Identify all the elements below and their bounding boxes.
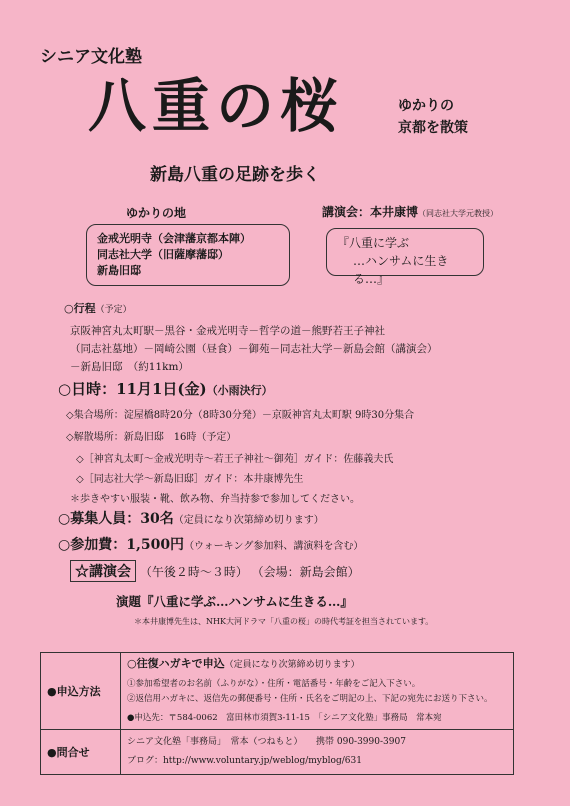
apply-line: ②返信用ハガキに、返信先の郵便番号・住所・氏名をご明記の上、下記の宛先にお送り下さい。 xyxy=(127,694,493,704)
itinerary-route xyxy=(70,322,540,376)
lecture-event-place: （会場：新島会館） xyxy=(251,565,360,579)
subtitle: 新島八重の足跡を歩く xyxy=(150,165,320,185)
route-line: －新島旧邸 （約11km） xyxy=(70,361,189,373)
contact-content xyxy=(121,730,514,775)
recruit-note: （定員になり次第締め切ります） xyxy=(173,515,324,526)
side-title-line2: 京都を散策 xyxy=(398,120,468,136)
contact-row xyxy=(41,730,514,775)
contact-line: シニア文化塾「事務局」 常本（つねもと） 携帯 090-3990-3907 xyxy=(127,737,406,747)
dismiss-info: ◇解散場所：新島旧邸 16時（予定） xyxy=(66,432,237,443)
side-title xyxy=(398,95,468,139)
clothing-note: ＊歩きやすい服装・靴、飲み物、弁当持参で参加してください。 xyxy=(70,494,360,505)
blog-link[interactable]: ブログ：http://www.voluntary.jp/weblog/myblog/631 xyxy=(127,756,362,766)
lecture-event xyxy=(70,560,360,582)
lecture-quote-line2: …ハンサムに生きる…』 xyxy=(353,254,449,286)
lecture-label xyxy=(322,203,498,220)
date-note: （小雨決行） xyxy=(206,384,273,397)
lecture-quote-line1: 『八重に学ぶ xyxy=(337,236,410,250)
lecture-speaker: 講演会：本井康博 xyxy=(322,205,419,219)
itinerary-head: ○行程 xyxy=(64,302,96,315)
fee-info xyxy=(58,534,363,554)
apply-label: ●申込方法 xyxy=(41,653,121,730)
place-item: 同志社大学（旧薩摩藩邸） xyxy=(97,248,229,261)
event-date xyxy=(58,378,273,399)
contact-label: ●問合せ xyxy=(41,730,121,775)
series-name: シニア文化塾 xyxy=(40,47,142,67)
place-item: 金戒光明寺（会津藩京都本陣） xyxy=(97,232,251,245)
route-line: 京阪神宮丸太町駅－黒谷・金戒光明寺－哲学の道－熊野若王子神社 xyxy=(70,325,385,337)
meet-info: ◇集合場所：淀屋橋8時20分（8時30分発）－京阪神宮丸太町駅 9時30分集合 xyxy=(66,410,415,421)
apply-head-note: （定員になり次第締め切ります） xyxy=(224,660,360,670)
guide-info: ◇［神宮丸太町～金戒光明寺～若王子神社～御苑］ガイド：佐藤義夫氏 xyxy=(76,454,394,465)
side-title-line1: ゆかりの xyxy=(398,98,454,114)
apply-head: ○往復ハガキで申込 xyxy=(127,657,225,670)
apply-row xyxy=(41,653,514,730)
guide-info: ◇［同志社大学～新島旧邸］ガイド：本井康博先生 xyxy=(76,474,304,485)
apply-content xyxy=(121,653,514,730)
place-item: 新島旧邸 xyxy=(97,264,141,277)
lecture-speaker-note: （同志社大学元教授） xyxy=(418,209,499,218)
places-bubble xyxy=(86,224,290,286)
info-table xyxy=(40,652,514,775)
fee-text: ○参加費：1,500円 xyxy=(58,537,185,553)
itinerary-heading xyxy=(64,300,132,316)
recruit-text: ○募集人員：30名 xyxy=(58,511,174,527)
date-text: ○日時：11月1日(金) xyxy=(58,380,207,398)
recruit-info xyxy=(58,508,324,528)
main-title: 八重の桜 xyxy=(88,72,345,140)
places-label: ゆかりの地 xyxy=(126,206,187,220)
lecture-event-time: （午後２時～３時） xyxy=(139,565,248,579)
apply-address: ●申込先：〒584-0062 富田林市須賀3-11-15 「シニア文化塾」事務局 常本宛 xyxy=(127,713,442,723)
lecture-bubble xyxy=(326,228,484,286)
lecture-event-label: ☆講演会 xyxy=(70,560,136,582)
apply-line: ①参加希望者のお名前（ふりがな）・住所・電話番号・年齢をご記入下さい。 xyxy=(127,679,421,689)
itinerary-head-note: （予定） xyxy=(95,305,132,315)
lecture-note: ＊本井康博先生は、NHK大河ドラマ「八重の桜」の時代考証を担当されています。 xyxy=(134,617,434,626)
fee-note: （ウォーキング参加料、講演料を含む） xyxy=(184,541,364,552)
route-line: （同志社墓地）－岡崎公園（昼食）－御苑－同志社大学－新島会館（講演会） xyxy=(70,343,438,355)
lecture-theme: 演題『八重に学ぶ…ハンサムに生きる…』 xyxy=(116,594,353,609)
